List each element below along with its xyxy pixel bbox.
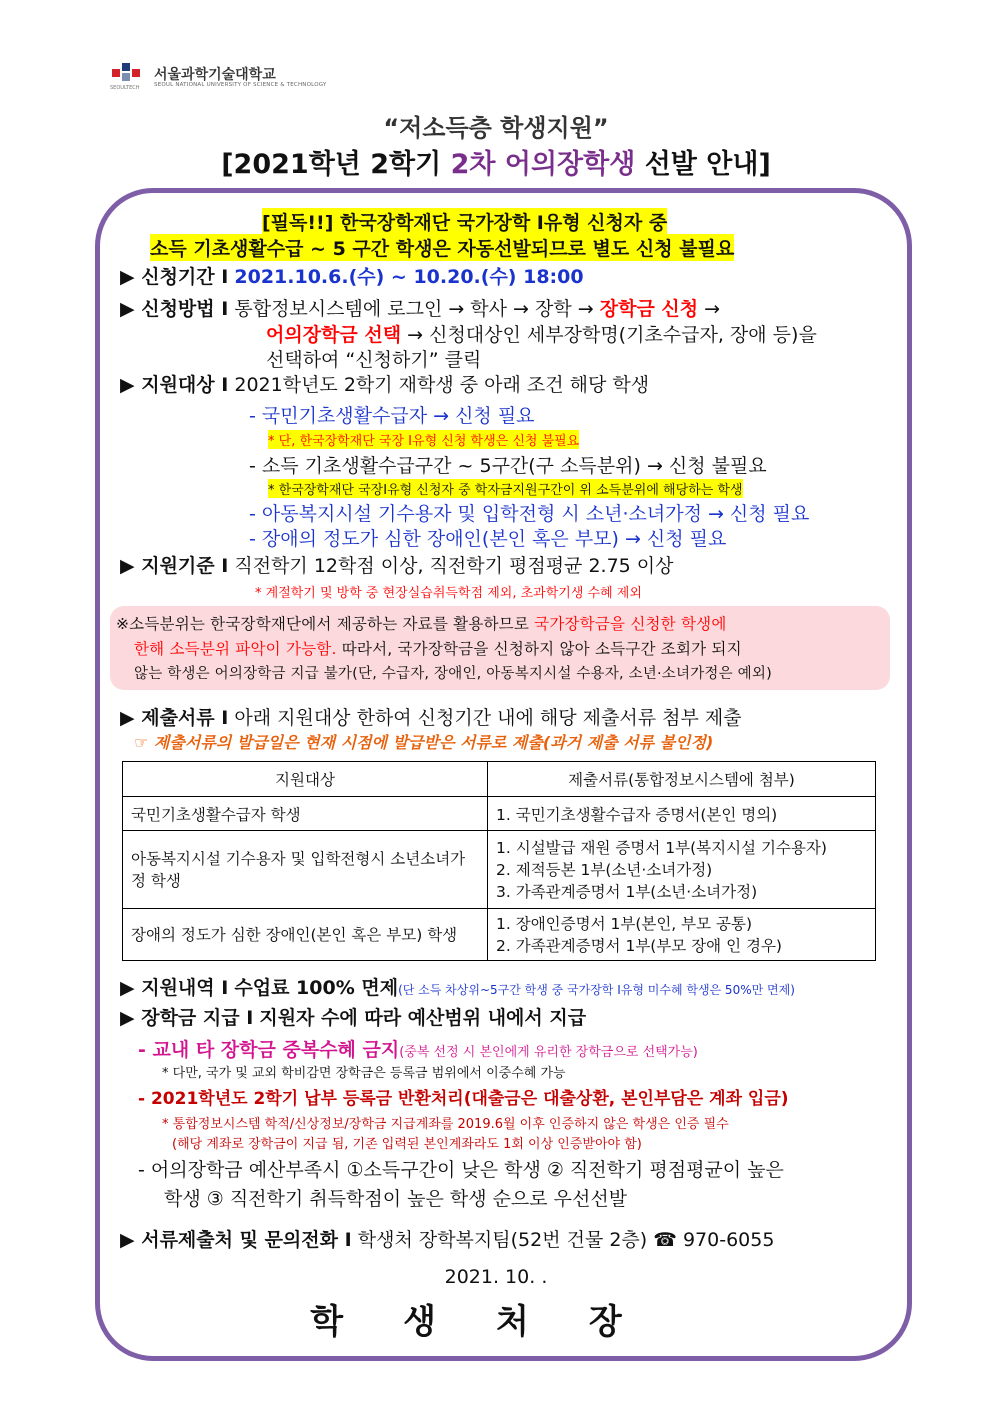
payment-item-2-sub1: * 통합정보시스템 학적/신상정보/장학금 지급계좌를 2019.6월 이후 인증하지 않은 학생은 인증 필수 xyxy=(162,1117,729,1132)
contact-phone: ☎ 970-6055 xyxy=(653,1229,775,1251)
payment-label: ▶ 장학금 지급 Ⅰ xyxy=(120,1007,254,1029)
application-method-line1 xyxy=(120,294,720,321)
payment-item-1 xyxy=(138,1035,698,1062)
documents-table xyxy=(122,761,876,961)
notice-line1-b: 국가장학금을 신청한 학생에 xyxy=(534,615,727,633)
payment-item-1-sub: * 다만, 국가 및 교외 학비감면 장학금은 등록금 범위에서 이중수혜 가능 xyxy=(162,1066,566,1081)
support-label: ▶ 지원내역 Ⅰ xyxy=(120,977,229,999)
payment-item-3-line1: - 어의장학금 예산부족시 ①소득구간이 낮은 학생 ② 직전학기 평점평균이 높은 xyxy=(138,1159,784,1181)
must-read-line2: 소득 기초생활수급 ~ 5 구간 학생은 자동선발되므로 별도 신청 불필요 xyxy=(150,234,734,261)
payment-value: 지원자 수에 따라 예산범위 내에서 지급 xyxy=(259,1007,587,1029)
table-cell-docs xyxy=(488,909,876,961)
target-value: 2021학년도 2학기 재학생 중 아래 조건 해당 학생 xyxy=(234,374,650,396)
criteria-value: 직전학기 12학점 이상, 직전학기 평점평균 2.75 이상 xyxy=(234,555,674,577)
university-logo xyxy=(110,60,327,94)
payment-item-2-sub2: (해당 계좌로 장학금이 지급 됨, 기존 입력된 본인계좌라도 1회 이상 인증받아야 함) xyxy=(172,1137,642,1152)
method-select-scholarship: 어의장학금 선택 xyxy=(266,324,402,346)
target-item-4: - 장애의 정도가 심한 장애인(본인 혹은 부모) → 신청 필요 xyxy=(249,528,727,550)
logo-name: 서울과학기술대학교 xyxy=(154,67,276,83)
payment-item-2: - 2021학년도 2학기 납부 등록금 반환처리(대출금은 대출상환, 본인부담은 계좌 입금) xyxy=(138,1089,789,1109)
title-highlight: 2차 어의장학생 xyxy=(450,149,636,180)
period-label: ▶ 신청기간 Ⅰ xyxy=(120,266,229,288)
notice-line2-a: 한해 소득분위 파악이 가능함. xyxy=(134,640,337,658)
document-date: 2021. 10. . xyxy=(444,1266,548,1288)
logo-subtitle: SEOUL NATIONAL UNIVERSITY OF SCIENCE & TECHNOLOGY xyxy=(154,82,327,88)
table-cell-docs xyxy=(488,797,876,831)
application-method-line3: 선택하여 “신청하기” 클릭 xyxy=(266,349,482,371)
table-cell-target: 아동복지시설 기수용자 및 입학전형시 소년소녀가정 학생 xyxy=(123,831,488,909)
support-note: (단 소득 차상위~5구간 학생 중 국가장학 Ⅰ유형 미수혜 학생은 50%만 면제) xyxy=(398,983,795,997)
scholarship-payment xyxy=(120,1003,586,1030)
target-label: ▶ 지원대상 Ⅰ xyxy=(120,374,229,396)
title-pre: [2021학년 2학기 xyxy=(221,149,451,180)
target-note-2: * 한국장학재단 국장Ⅰ유형 신청자 중 학자금지원구간이 위 소득분위에 해당하는 학생 xyxy=(268,479,743,498)
target-item-1: - 국민기초생활수급자 → 신청 필요 xyxy=(249,405,535,427)
target-item-3: - 아동복지시설 기수용자 및 입학전형 시 소년·소녀가정 → 신청 필요 xyxy=(249,503,810,525)
doc-item: 1. 국민기초생활수급자 증명서(본인 명의) xyxy=(496,805,778,824)
doc-item: 2. 가족관계증명서 1부(부모 장애 인 경우) xyxy=(496,936,782,955)
logo-tag: SEOULTECH xyxy=(110,85,140,91)
table-row xyxy=(123,831,876,909)
table-header-documents: 제출서류(통합정보시스템에 첨부) xyxy=(488,762,876,797)
support-target xyxy=(120,370,649,397)
criteria-label: ▶ 지원기준 Ⅰ xyxy=(120,555,229,577)
method-part5: → 신청대상인 세부장학명(기초수급자, 장애 등)을 xyxy=(401,324,817,346)
method-part1: 통합정보시스템에 로그인 → 학사 → 장학 → xyxy=(234,298,600,320)
contact-label: ▶ 서류제출처 및 문의전화 Ⅰ xyxy=(120,1229,352,1251)
support-criteria xyxy=(120,551,674,578)
table-row xyxy=(123,797,876,831)
method-scholarship-apply: 장학금 신청 xyxy=(599,298,699,320)
table-cell-docs xyxy=(488,831,876,909)
must-read-line1: [필독!!] 한국장학재단 국가장학 Ⅰ유형 신청자 중 xyxy=(262,208,667,235)
doc-item: 3. 가족관계증명서 1부(소년·소녀가정) xyxy=(496,882,758,901)
title-post: 선발 안내] xyxy=(635,149,771,180)
support-value: 수업료 100% 면제 xyxy=(234,977,399,999)
table-header-row xyxy=(123,762,876,797)
document-title xyxy=(0,142,992,181)
income-notice-line1 xyxy=(116,612,727,634)
notice-line2-b: 따라서, 국가장학금을 신청하지 않아 소득구간 조회가 되지 xyxy=(336,640,742,658)
method-part3: → xyxy=(698,298,721,320)
criteria-note: * 계절학기 및 방학 중 현장실습취득학점 제외, 초과학기생 수혜 제외 xyxy=(255,586,642,601)
table-cell-target: 국민기초생활수급자 학생 xyxy=(123,797,488,831)
signature: 학생처장 xyxy=(310,1302,682,1342)
documents-label: ▶ 제출서류 Ⅰ xyxy=(120,707,229,729)
payment-item-3-line2: 학생 ③ 직전학기 취득학점이 높은 학생 순으로 우선선발 xyxy=(164,1188,628,1210)
income-notice-line3: 않는 학생은 어의장학금 지급 불가(단, 수급자, 장애인, 아동복지시설 수용자, 소년·소녀가정은 예외) xyxy=(134,666,772,682)
documents-value: 아래 지원대상 한하여 신청기간 내에 해당 제출서류 첨부 제출 xyxy=(234,707,742,729)
period-value: 2021.10.6.(수) ~ 10.20.(수) 18:00 xyxy=(234,266,584,288)
payment-item1-note: (중복 선정 시 본인에게 유리한 장학금으로 선택가능) xyxy=(399,1045,698,1060)
table-header-target: 지원대상 xyxy=(123,762,488,797)
required-documents xyxy=(120,703,742,730)
document-subtitle: “저소득층 학생지원” xyxy=(383,114,609,142)
target-item-2: - 소득 기초생활수급구간 ~ 5구간(구 소득분위) → 신청 불필요 xyxy=(249,455,767,477)
income-notice-line2 xyxy=(134,637,742,659)
application-period xyxy=(120,262,584,289)
method-label: ▶ 신청방법 Ⅰ xyxy=(120,298,229,320)
contact-value: 학생처 장학복지팀(52번 건물 2층) xyxy=(357,1229,648,1251)
doc-item: 2. 제적등본 1부(소년·소녀가정) xyxy=(496,860,713,879)
table-row xyxy=(123,909,876,961)
target-note-1: * 단, 한국장학재단 국장 Ⅰ유형 신청 학생은 신청 불필요 xyxy=(268,430,579,449)
contact-info xyxy=(120,1225,774,1252)
doc-item: 1. 장애인증명서 1부(본인, 부모 공통) xyxy=(496,914,753,933)
notice-line1-a: ※소득분위는 한국장학재단에서 제공하는 자료를 활용하므로 xyxy=(116,615,535,633)
payment-item1-text: - 교내 타 장학금 중복수혜 금지 xyxy=(138,1039,400,1061)
documents-note: ☞ 제출서류의 발급일은 현재 시점에 발급받은 서류로 제출(과거 제출 서류 불인정) xyxy=(134,733,714,752)
application-method-line2 xyxy=(266,320,817,347)
support-details xyxy=(120,973,795,1000)
doc-item: 1. 시설발급 재원 증명서 1부(복지시설 기수용자) xyxy=(496,838,827,857)
table-cell-target: 장애의 정도가 심한 장애인(본인 혹은 부모) 학생 xyxy=(123,909,488,961)
